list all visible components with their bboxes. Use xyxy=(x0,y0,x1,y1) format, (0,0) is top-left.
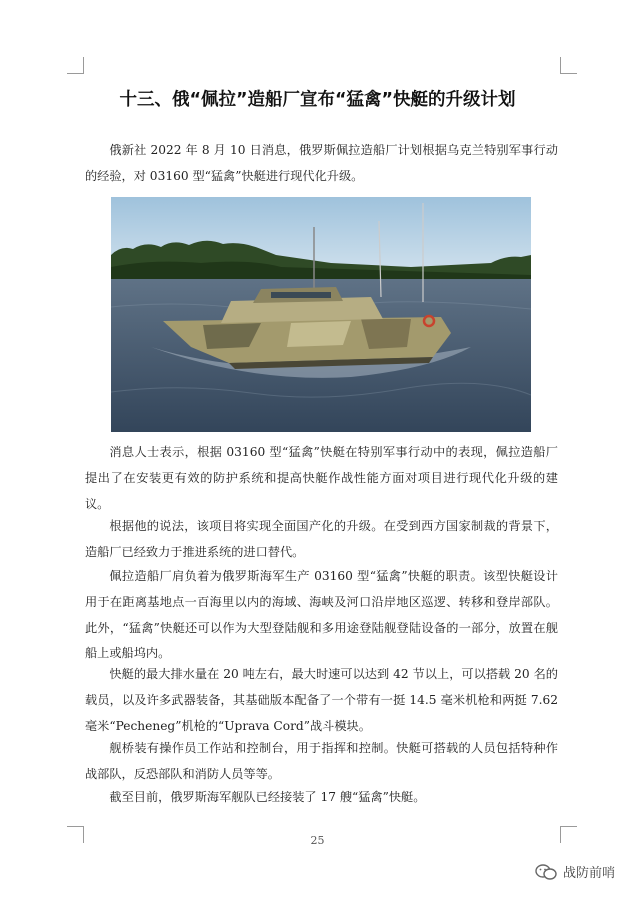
boat-photo xyxy=(111,197,531,432)
page-number: 25 xyxy=(310,834,325,847)
wechat-icon xyxy=(535,863,557,881)
paragraph-5: 快艇的最大排水量在 20 吨左右，最大时速可以达到 42 节以上，可以搭载 20 名的载员，以及许多武器装备，其基础版本配备了一个带有一挺 14.5 毫米机枪和两挺 7.62 毫米“Pecheneg”机枪的“Uprava Cord”战斗模块。 xyxy=(85,667,558,733)
crop-mark-top-left xyxy=(67,57,84,74)
paragraph-4: 佩拉造船厂肩负着为俄罗斯海军生产 03160 型“猛禽”快艇的职责。该型快艇设计用于在距离基地点一百海里以内的海域、海峡及河口沿岸地区巡逻、转移和登岸部队。此外，“猛禽”快艇还可以作为大型登陆舰和多用途登陆舰登陆设备的一部分，放置在舰船上或船坞内。 xyxy=(85,569,558,661)
page-title: 十三、俄“佩拉”造船厂宣布“猛禽”快艇的升级计划 xyxy=(119,90,516,110)
paragraph-1: 俄新社 2022 年 8 月 10 日消息，俄罗斯佩拉造船厂计划根据乌克兰特别军事行动的经验，对 03160 型“猛禽”快艇进行现代化升级。 xyxy=(85,143,558,183)
paragraph-7: 截至目前，俄罗斯海军舰队已经接装了 17 艘“猛禽”快艇。 xyxy=(109,790,426,804)
paragraph-3: 根据他的说法，该项目将实现全面国产化的升级。在受到西方国家制裁的背景下，造船厂已经致力于推进系统的进口替代。 xyxy=(85,519,558,559)
watermark-text: 战防前哨 xyxy=(562,866,615,881)
paragraph-2: 消息人士表示，根据 03160 型“猛禽”快艇在特别军事行动中的表现，佩拉造船厂提出了在安装更有效的防护系统和提高快艇作战性能方面对项目进行现代化升级的建议。 xyxy=(85,445,558,511)
crop-mark-top-right xyxy=(560,57,577,74)
watermark xyxy=(535,862,615,881)
paragraph-6: 舰桥装有操作员工作站和控制台，用于指挥和控制。快艇可搭载的人员包括特种作战部队，反恐部队和消防人员等等。 xyxy=(85,741,558,781)
